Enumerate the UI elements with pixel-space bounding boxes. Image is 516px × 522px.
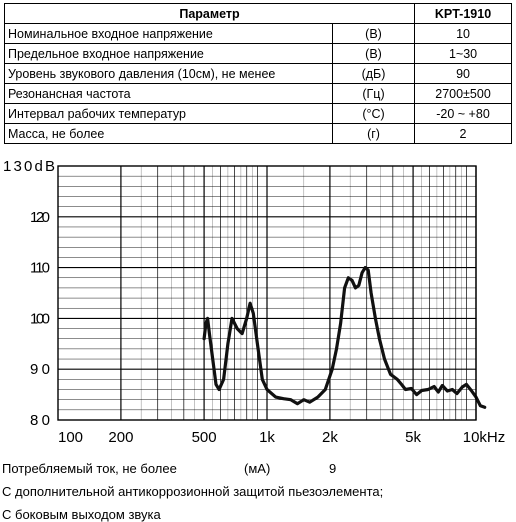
spec-table-header — [5, 4, 512, 24]
row-unit: (°C) — [333, 104, 415, 124]
row-value: 10 — [415, 24, 512, 44]
row-value: 90 — [415, 64, 512, 84]
y-tick-label: 100 — [30, 310, 50, 328]
row-param: Номинальное входное напряжение — [5, 24, 333, 44]
x-tick-label: 200 — [108, 429, 134, 446]
row-param: Предельное входное напряжение — [5, 44, 333, 64]
row-unit: (В) — [333, 44, 415, 64]
x-tick-label: 2k — [321, 429, 338, 446]
row-unit: (дБ) — [333, 64, 415, 84]
table-row — [5, 64, 512, 84]
row-unit: (Гц) — [333, 84, 415, 104]
table-row — [5, 24, 512, 44]
frequency-response-chart — [0, 152, 516, 452]
y-tick-label: 80 — [30, 412, 50, 429]
row-value: 1~30 — [415, 44, 512, 64]
row-param: Резонансная частота — [5, 84, 333, 104]
x-axis-ticks — [58, 429, 505, 446]
y-tick-label: 90 — [30, 361, 50, 379]
x-tick-label: 10kHz — [462, 429, 506, 446]
row-value: 2 — [415, 124, 512, 144]
table-row — [5, 44, 512, 64]
row-value: 2700±500 — [415, 84, 512, 104]
y-tick-label: 130dB — [3, 158, 55, 175]
y-tick-label: 110 — [30, 259, 50, 277]
table-row — [5, 84, 512, 104]
current-value: 9 — [329, 461, 337, 476]
row-param: Уровень звукового давления (10см), не менее — [5, 64, 333, 84]
x-tick-label: 500 — [191, 429, 217, 446]
row-param: Масса, не более — [5, 124, 333, 144]
header-model: KPT-1910 — [415, 4, 512, 24]
x-tick-label: 1k — [259, 429, 275, 446]
table-row — [5, 124, 512, 144]
y-axis-ticks — [3, 158, 55, 429]
response-curve — [204, 268, 485, 408]
x-tick-label: 100 — [58, 429, 84, 446]
note-anticorrosion: С дополнительной антикоррозионной защитой пьезоэлемента; — [2, 484, 384, 499]
row-value: -20 ~ +80 — [415, 104, 512, 124]
y-tick-label: 120 — [30, 208, 50, 226]
header-param: Параметр — [5, 4, 415, 24]
response-series — [204, 268, 485, 408]
spec-table — [4, 3, 512, 144]
table-row — [5, 104, 512, 124]
row-unit: (г) — [333, 124, 415, 144]
current-unit: (мА) — [244, 461, 271, 476]
chart-grid — [58, 166, 476, 420]
row-param: Интервал рабочих температур — [5, 104, 333, 124]
note-side-output: С боковым выходом звука — [2, 507, 161, 522]
x-tick-label: 5k — [405, 429, 422, 446]
row-unit: (В) — [333, 24, 415, 44]
current-label: Потребляемый ток, не более — [2, 461, 177, 476]
